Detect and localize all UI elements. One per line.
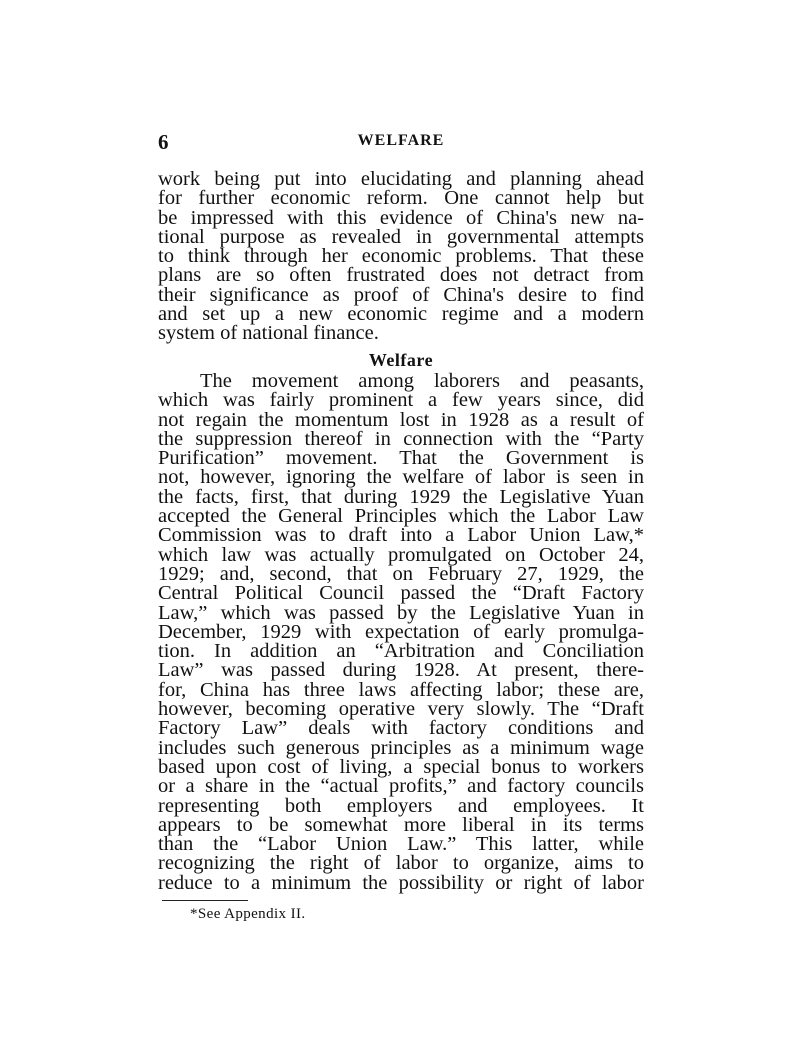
text-line: than the “Labor Union Law.” This latter, while	[158, 833, 644, 856]
text-line: system of national finance.	[158, 322, 379, 345]
text-line: be impressed with this evidence of China's new na-	[158, 206, 644, 229]
text-line: 1929; and, second, that on February 27, 1929, the	[158, 562, 644, 585]
text-line: Central Political Council passed the “Draft Factory	[158, 582, 644, 605]
running-head: WELFARE	[357, 132, 445, 149]
text-line: the facts, first, that during 1929 the Legislative Yuan	[158, 485, 644, 508]
text-line: their significance as proof of China's desire to find	[158, 283, 644, 306]
text-line: which was fairly prominent a few years since, did	[158, 389, 644, 412]
footnote-divider	[162, 900, 248, 901]
text-line: for further economic reform. One cannot help but	[158, 187, 644, 210]
text-line: representing both employers and employees. It	[158, 794, 644, 817]
text-line: Purification” movement. That the Government is	[158, 447, 644, 470]
text-line: not regain the momentum lost in 1928 as a result of	[158, 408, 644, 431]
text-line: based upon cost of living, a special bonus to workers	[158, 755, 644, 778]
text-line: Law,” which was passed by the Legislative Yuan in	[158, 601, 644, 624]
text-line: or a share in the “actual profits,” and factory councils	[158, 775, 644, 798]
text-line: the suppression thereof in connection with the “Party	[158, 427, 644, 450]
paragraph-continued	[158, 170, 644, 344]
text-line: tional purpose as revealed in governmental attempts	[158, 225, 644, 248]
text-line: work being put into elucidating and planning ahead	[158, 168, 644, 190]
text-line: Factory Law” deals with factory conditions and	[158, 717, 644, 740]
text-line: to think through her economic problems. That these	[158, 245, 644, 268]
text-line: December, 1929 with expectation of early promulga-	[158, 620, 644, 643]
text-line: accepted the General Principles which the Labor Law	[158, 505, 644, 528]
text-line: Law” was passed during 1928. At present, there-	[158, 659, 644, 682]
text-line: and set up a new economic regime and a modern	[158, 303, 644, 326]
text-line: appears to be somewhat more liberal in its terms	[158, 813, 644, 836]
text-line: tion. In addition an “Arbitration and Conciliation	[158, 640, 644, 663]
page-header	[158, 130, 644, 154]
text-line: plans are so often frustrated does not detract from	[158, 264, 644, 287]
footnote: *See Appendix II.	[190, 906, 306, 922]
text-line: not, however, ignoring the welfare of labor is seen in	[158, 466, 644, 489]
text-line: Commission was to draft into a Labor Union Law,*	[158, 524, 644, 547]
paragraph-welfare	[158, 372, 644, 893]
page-number: 6	[158, 130, 169, 154]
text-line: reduce to a minimum the possibility or right of labor	[158, 871, 644, 894]
text-line: recognizing the right of labor to organize, aims to	[158, 852, 644, 875]
section-heading-welfare: Welfare	[368, 350, 434, 370]
text-line: includes such generous principles as a minimum wage	[158, 736, 644, 759]
text-line: The movement among laborers and peasants,	[200, 370, 644, 392]
text-line: which law was actually promulgated on October 24,	[158, 543, 644, 566]
text-line: however, becoming operative very slowly. The “Draft	[158, 698, 644, 721]
text-line: for, China has three laws affecting labor; these are,	[158, 678, 644, 701]
